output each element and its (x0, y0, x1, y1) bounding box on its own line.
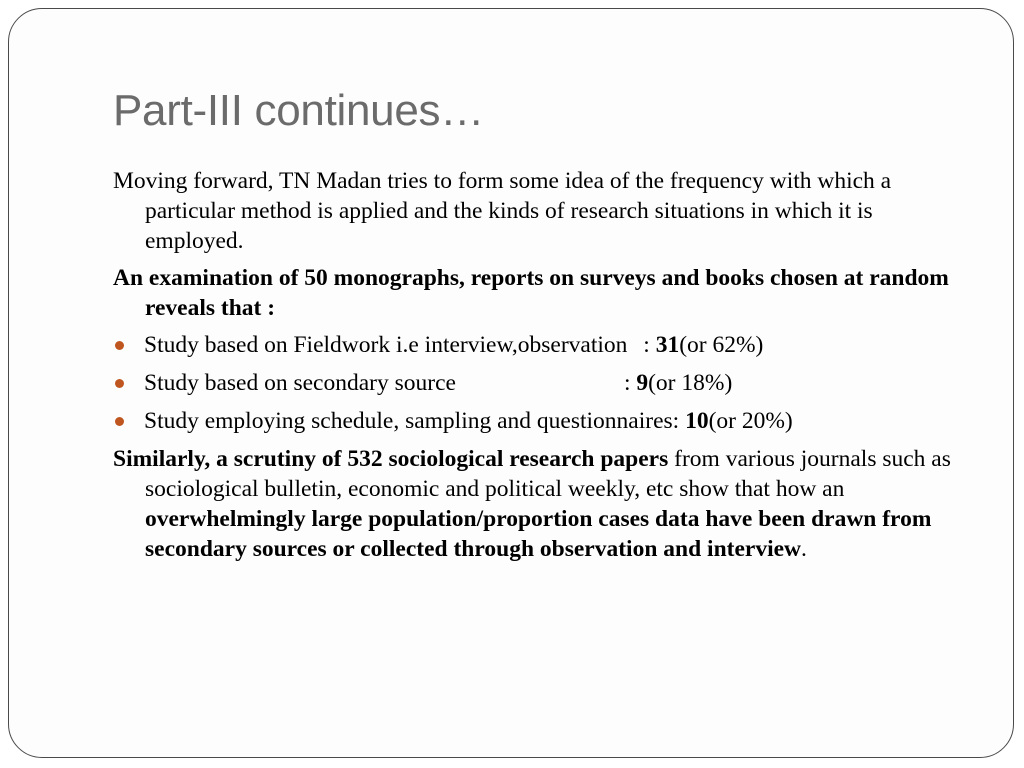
bullet-dot-icon (115, 379, 124, 388)
bullet-dot-icon (115, 417, 124, 426)
bullet-label: Study based on secondary source (144, 370, 456, 396)
bullet-percent: (or 18%) (648, 370, 733, 396)
scrutiny-normal-text: from various journals such as sociological bulletin, economic and political weekly, etc show that how an (145, 446, 951, 502)
intro-paragraph: Moving forward, TN Madan tries to form some idea of the frequency with which a particular method is applied and the kinds of research situations in which it is employed. (113, 168, 892, 254)
bullet-count: 10 (685, 408, 709, 434)
bullet-percent: (or 20%) (708, 408, 793, 434)
bullet-percent: (or 62%) (679, 332, 764, 358)
bullet-separator: : (637, 332, 656, 358)
bullet-item-schedule (113, 406, 973, 436)
bullet-count: 9 (636, 370, 649, 396)
bullet-item-fieldwork (113, 330, 973, 360)
slide-title: Part-III continues… (113, 86, 484, 135)
bullet-label: Study based on Fieldwork i.e interview,observation (144, 332, 628, 358)
bullet-item-secondary (113, 368, 973, 398)
examination-paragraph: An examination of 50 monographs, reports on surveys and books chosen at random reveals that : (113, 265, 949, 321)
bullet-separator: : (623, 370, 637, 396)
bullet-count: 31 (655, 332, 680, 358)
bullet-dot-icon (115, 341, 124, 350)
scrutiny-end: . (801, 536, 807, 562)
scrutiny-paragraph (113, 444, 973, 564)
scrutiny-bold-start: Similarly, a scrutiny of 532 sociological research papers (113, 446, 669, 472)
bullet-label: Study employing schedule, sampling and questionnaires: (144, 408, 686, 434)
scrutiny-bold-end: overwhelmingly large population/proportion cases data have been drawn from secondary sources or collected through observation and interview (145, 506, 932, 562)
slide-body (113, 166, 973, 571)
